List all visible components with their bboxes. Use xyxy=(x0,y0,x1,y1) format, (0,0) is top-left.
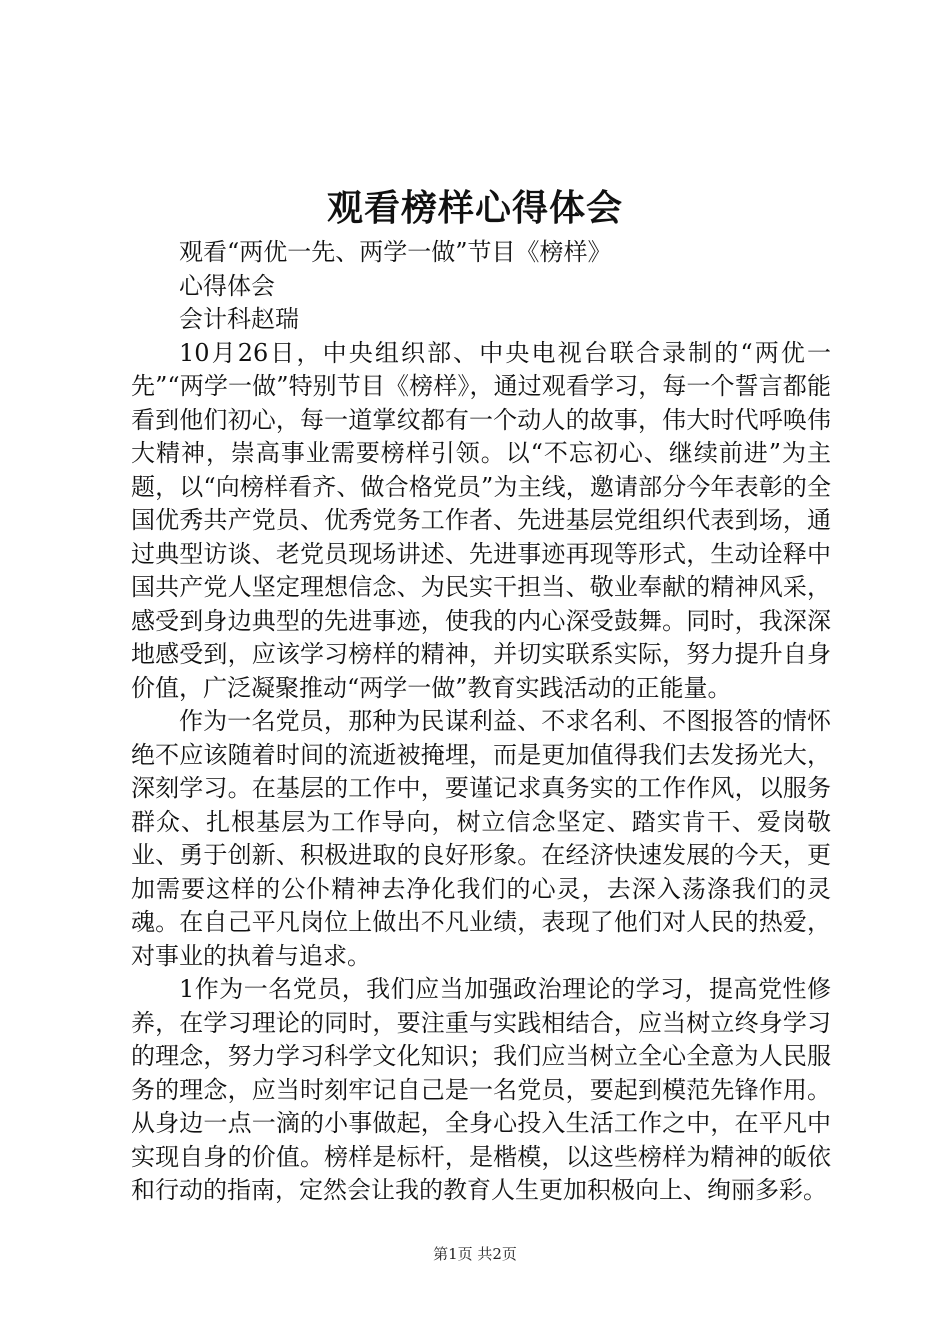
body-paragraph: 1作为一名党员，我们应当加强政治理论的学习，提高党性修养，在学习理论的同时，要注重与实践相结合，应当树立终身学习的理念，努力学习科学文化知识；我们应当树立全心全意为人民服务的理念，应当时刻牢记自己是一名党员，要起到模范先锋作用。从身边一点一滴的小事做起，全身心投入生活工作之中，在平凡中实现自身的价值。榜样是标杆，是楷模，以这些榜样为精神的皈依和行动的指南，定然会让我的教育人生更加积极向上、绚丽多彩。 xyxy=(131,975,831,1204)
document-title: 观看榜样心得体会 xyxy=(326,187,623,229)
body-paragraph: 10月26日，中央组织部、中央电视台联合录制的“两优一先”“两学一做”特别节目《榜样》，通过观看学习，每一个誓言都能看到他们初心，每一道掌纹都有一个动人的故事，伟大时代呼唤伟大精神，崇高事业需要榜样引领。以“不忘初心、继续前进”为主题，以“向榜样看齐、做合格党员”为主线，邀请部分今年表彰的全国优秀共产党员、优秀党务工作者、先进基层党组织代表到场，通过典型访谈、老党员现场讲述、先进事迹再现等形式，生动诠释中国共产党人坚定理想信念、为民实干担当、敬业奉献的精神风采，感受到身边典型的先进事迹，使我的内心深受鼓舞。同时，我深深地感受到，应该学习榜样的精神，并切实联系实际，努力提升自身价值，广泛凝聚推动“两学一做”教育实践活动的正能量。 xyxy=(131,338,831,702)
body-paragraph: 作为一名党员，那种为民谋利益、不求名利、不图报答的情怀绝不应该随着时间的流逝被掩埋，而是更加值得我们去发扬光大，深刻学习。在基层的工作中，要谨记求真务实的工作作风，以服务群众、扎根基层为工作导向，树立信念坚定、踏实肯干、爱岗敬业、勇于创新、积极进取的良好形象。在经济快速发展的今天，更加需要这样的公仆精神去净化我们的心灵，去深入荡涤我们的灵魂。在自己平凡岗位上做出不凡业绩，表现了他们对人民的热爱，对事业的执着与追求。 xyxy=(131,707,831,970)
subtitle-line-1: 观看“两优一先、两学一做”节目《榜样》 xyxy=(179,238,612,266)
document-body xyxy=(131,236,831,1208)
page-footer: 第1页 共2页 xyxy=(433,1245,517,1263)
subtitle-line-2: 心得体会 xyxy=(179,271,275,300)
author-line: 会计科赵瑞 xyxy=(179,305,299,333)
